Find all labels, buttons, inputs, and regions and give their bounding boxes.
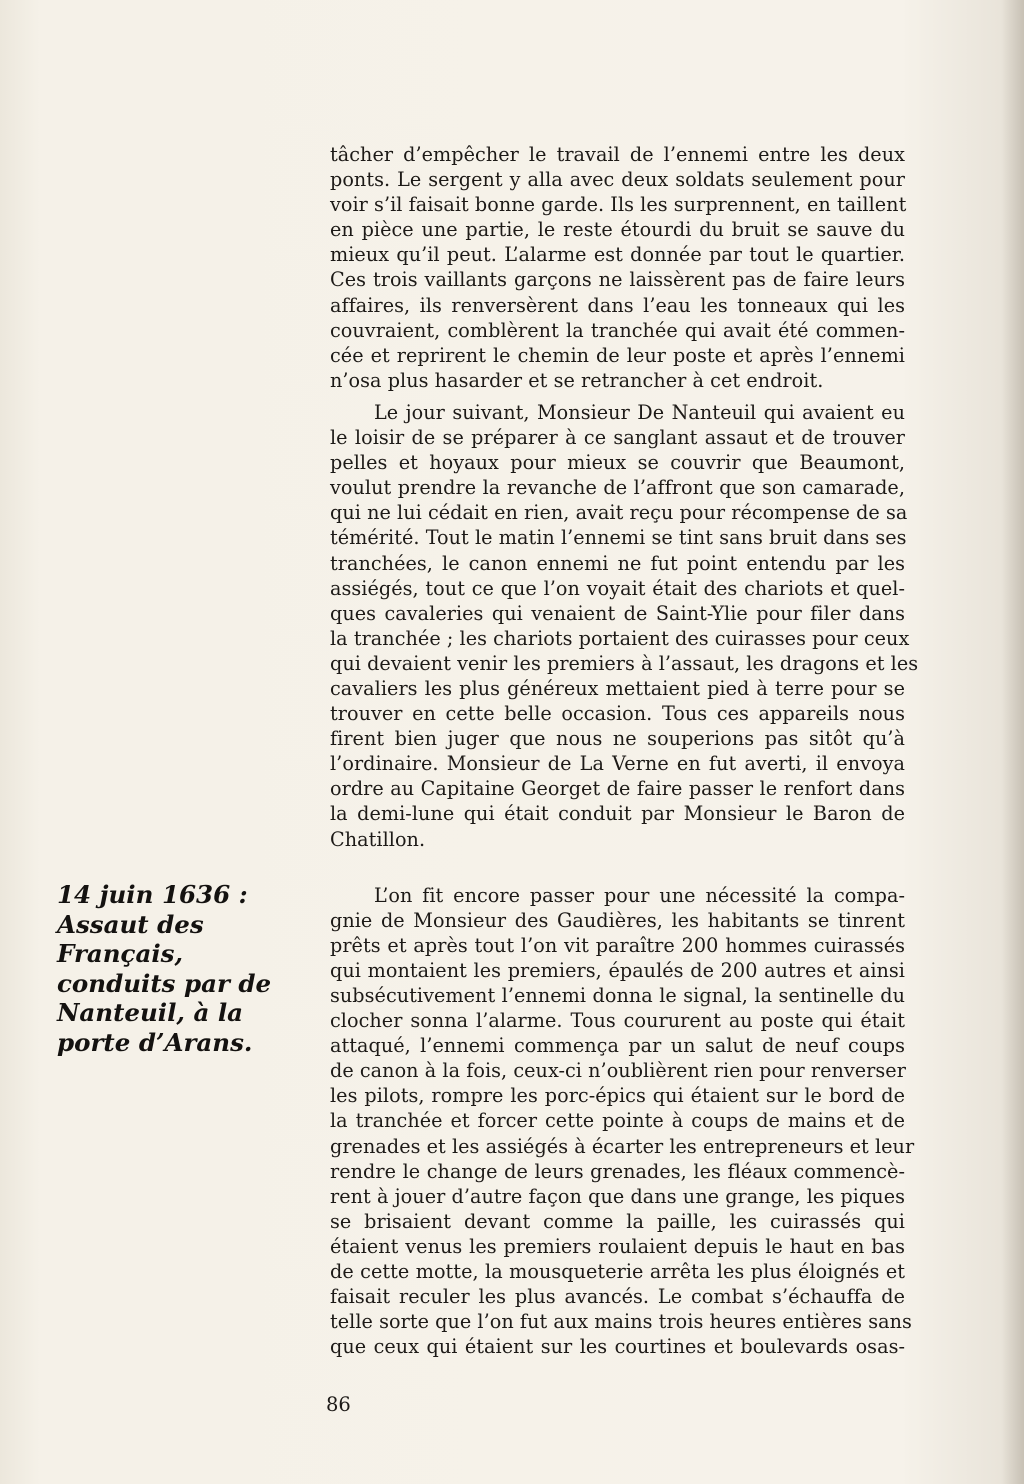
text-line: ques cavaleries qui venaient de Saint-Ylie pour filer dans	[330, 601, 905, 625]
margin-note-line: conduits par de	[57, 968, 272, 998]
text-line: Ces trois vaillants garçons ne laissèrent pas de faire leurs	[330, 268, 905, 292]
text-line: qui devaient venir les premiers à l’assaut, les dragons et les	[330, 651, 919, 675]
text-line: qui ne lui cédait en rien, avait reçu pour récompense de sa	[330, 501, 908, 525]
text-line: grenades et les assiégés à écarter les entrepreneurs et leur	[330, 1134, 915, 1158]
text-line: cavaliers les plus généreux mettaient pied à terre pour se	[330, 676, 905, 700]
paragraph-3	[330, 883, 915, 1360]
text-line: rent à jouer d’autre façon que dans une grange, les piques	[330, 1184, 905, 1208]
body-text	[330, 142, 919, 1359]
text-line: la demi-lune qui était conduit par Monsieur le Baron de	[330, 802, 905, 826]
paragraph-2	[330, 400, 919, 852]
text-line: rendre le change de leurs grenades, les fléaux commencè-	[330, 1159, 905, 1183]
text-line: n’osa plus hasarder et se retrancher à cet endroit.	[330, 368, 824, 392]
text-line: faisait reculer les plus avancés. Le combat s’échauffa de	[330, 1285, 905, 1309]
text-line: assiégés, tout ce que l’on voyait était des chariots et quel-	[330, 576, 905, 600]
text-line: voir s’il faisait bonne garde. Ils les surprennent, en taillent	[330, 193, 907, 217]
text-line: l’ordinaire. Monsieur de La Verne en fut averti, il envoya	[330, 752, 905, 776]
text-line: gnie de Monsieur des Gaudières, les habitants se tinrent	[330, 908, 905, 932]
text-line: tâcher d’empêcher le travail de l’ennemi entre les deux	[330, 143, 905, 166]
page-number: 86	[326, 1393, 351, 1416]
margin-note-line: Français,	[57, 939, 183, 968]
paragraph-spacer	[330, 393, 905, 400]
text-line: tranchées, le canon ennemi ne fut point entendu par les	[330, 551, 905, 575]
text-line: témérité. Tout le matin l’ennemi se tint sans bruit dans ses	[330, 526, 907, 550]
text-line: de cette motte, la mousqueterie arrêta les plus éloignés et	[330, 1260, 905, 1284]
text-line: en pièce une partie, le reste étourdi du bruit se sauve du	[330, 218, 905, 242]
text-line: étaient venus les premiers roulaient depuis le haut en bas	[330, 1234, 905, 1258]
text-line: se brisaient devant comme la paille, les cuirassés qui	[330, 1209, 905, 1233]
text-line: que ceux qui étaient sur les courtines et boulevards osas-	[330, 1335, 905, 1359]
text-line: trouver en cette belle occasion. Tous ces appareils nous	[330, 702, 905, 726]
text-line: Le jour suivant, Monsieur De Nanteuil qui avaient eu	[374, 400, 905, 424]
text-line: clocher sonna l’alarme. Tous coururent au poste qui était	[330, 1009, 905, 1033]
text-line: affaires, ils renversèrent dans l’eau les tonneaux qui les	[330, 293, 905, 317]
page-edge-shadow	[1002, 0, 1024, 1484]
text-line: voulut prendre la revanche de l’affront que son camarade,	[330, 476, 905, 500]
text-line: ordre au Capitaine Georget de faire passer le renfort dans	[330, 777, 905, 801]
margin-note-line: porte d’Arans.	[57, 1027, 253, 1057]
margin-note-line: Nanteuil, à la	[57, 998, 244, 1027]
text-line: la tranchée et forcer cette pointe à coups de mains et de	[330, 1109, 905, 1133]
text-line: la tranchée ; les chariots portaient des cuirasses pour ceux	[330, 626, 910, 650]
text-line: ponts. Le sergent y alla avec deux soldats seulement pour	[330, 168, 905, 192]
text-line: cée et reprirent le chemin de leur poste et après l’ennemi	[330, 343, 905, 367]
margin-note-line: Assaut des	[57, 909, 204, 939]
text-line: pelles et hoyaux pour mieux se couvrir que Beaumont,	[330, 451, 905, 475]
paragraph-spacer	[330, 852, 905, 883]
text-line: L’on fit encore passer pour une nécessité la compa-	[374, 883, 905, 907]
paragraph-1	[330, 142, 905, 393]
text-line: le loisir de se préparer à ce sanglant assaut et de trouver	[330, 426, 905, 450]
margin-note-line: 14 juin 1636 :	[57, 880, 248, 909]
text-line: prêts et après tout l’on vit paraître 200 hommes cuirassés	[330, 933, 905, 957]
text-line: attaqué, l’ennemi commença par un salut de neuf coups	[330, 1034, 905, 1058]
text-line: qui montaient les premiers, épaulés de 200 autres et ainsi	[330, 958, 905, 982]
text-line: telle sorte que l’on fut aux mains trois heures entières sans	[330, 1310, 912, 1334]
text-line: de canon à la fois, ceux-ci n’oublièrent rien pour renverser	[330, 1059, 906, 1083]
text-line: les pilots, rompre les porc-épics qui étaient sur le bord de	[330, 1084, 905, 1108]
text-line: Chatillon.	[330, 827, 426, 851]
margin-note	[57, 880, 297, 1057]
text-line: mieux qu’il peut. L’alarme est donnée par tout le quartier.	[330, 243, 905, 267]
text-line: firent bien juger que nous ne souperions pas sitôt qu’à	[330, 727, 905, 751]
text-line: subsécutivement l’ennemi donna le signal, la sentinelle du	[330, 984, 905, 1007]
text-line: couvraient, comblèrent la tranchée qui avait été commen-	[330, 318, 905, 342]
